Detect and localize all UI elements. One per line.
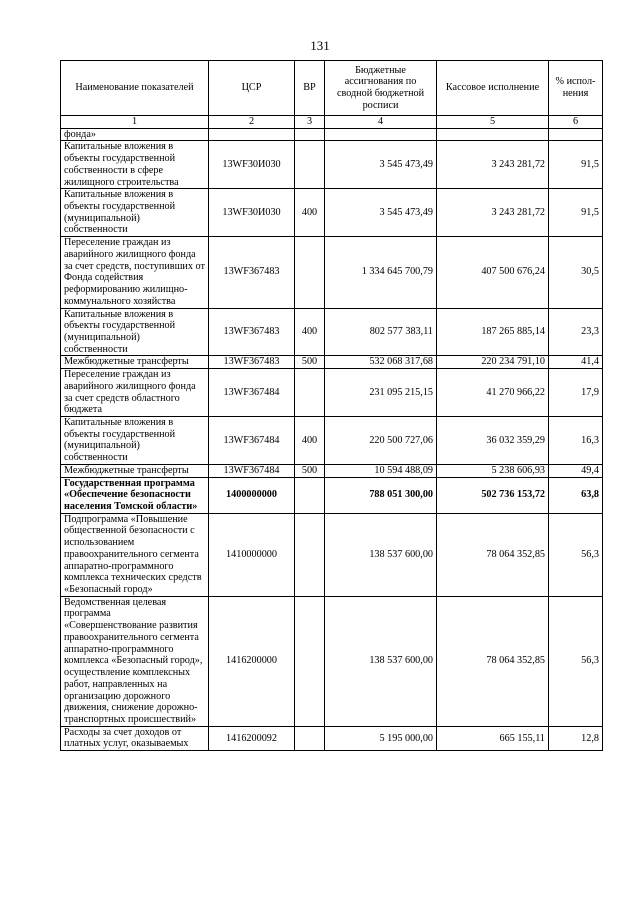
cell-budget: 138 537 600,00 bbox=[325, 596, 437, 726]
cell-csr: 13WF367484 bbox=[209, 369, 295, 417]
cell-name: Ведомственная целевая программа «Совершенствование развития правоохранительного сегмента аппаратно-программного комплекса «Безопасный город», осуществление комплексных работ, направленных на организацию дорожного движения, снижение дорожно-транспортных происшествий» bbox=[61, 596, 209, 726]
cell-cash bbox=[437, 128, 549, 141]
table-row bbox=[61, 477, 603, 513]
cell-cash: 3 243 281,72 bbox=[437, 141, 549, 189]
cell-vr bbox=[295, 128, 325, 141]
cell-vr bbox=[295, 237, 325, 308]
cell-csr: 13WF30И030 bbox=[209, 141, 295, 189]
budget-execution-table bbox=[60, 60, 603, 751]
table-row bbox=[61, 128, 603, 141]
cell-percent: 63,8 bbox=[549, 477, 603, 513]
table-row bbox=[61, 237, 603, 308]
cell-budget: 532 068 317,68 bbox=[325, 356, 437, 369]
cell-name: Государственная программа «Обеспечение безопасности населения Томской области» bbox=[61, 477, 209, 513]
cell-cash: 502 736 153,72 bbox=[437, 477, 549, 513]
cell-vr: 400 bbox=[295, 189, 325, 237]
cell-cash: 220 234 791,10 bbox=[437, 356, 549, 369]
cell-csr bbox=[209, 128, 295, 141]
cell-csr: 13WF367484 bbox=[209, 416, 295, 464]
cell-vr: 500 bbox=[295, 356, 325, 369]
table-header-row bbox=[61, 61, 603, 116]
cell-vr: 400 bbox=[295, 416, 325, 464]
cell-cash: 78 064 352,85 bbox=[437, 596, 549, 726]
cell-percent: 56,3 bbox=[549, 596, 603, 726]
header-percent: % испол-нения bbox=[549, 61, 603, 116]
cell-percent: 23,3 bbox=[549, 308, 603, 356]
header-name: Наименование показателей bbox=[61, 61, 209, 116]
cell-percent: 91,5 bbox=[549, 141, 603, 189]
header-vr: ВР bbox=[295, 61, 325, 116]
table-row bbox=[61, 356, 603, 369]
cell-name: Расходы за счет доходов от платных услуг, оказываемых bbox=[61, 726, 209, 750]
column-number: 3 bbox=[295, 116, 325, 129]
column-number: 5 bbox=[437, 116, 549, 129]
cell-budget: 3 545 473,49 bbox=[325, 141, 437, 189]
cell-budget: 1 334 645 700,79 bbox=[325, 237, 437, 308]
column-number: 1 bbox=[61, 116, 209, 129]
cell-budget: 138 537 600,00 bbox=[325, 513, 437, 596]
cell-budget: 5 195 000,00 bbox=[325, 726, 437, 750]
table-row bbox=[61, 308, 603, 356]
column-number: 2 bbox=[209, 116, 295, 129]
cell-budget: 220 500 727,06 bbox=[325, 416, 437, 464]
cell-vr bbox=[295, 513, 325, 596]
column-number: 4 bbox=[325, 116, 437, 129]
cell-percent: 17,9 bbox=[549, 369, 603, 417]
cell-csr: 1416200092 bbox=[209, 726, 295, 750]
cell-csr: 1416200000 bbox=[209, 596, 295, 726]
cell-percent: 56,3 bbox=[549, 513, 603, 596]
cell-name: Межбюджетные трансферты bbox=[61, 356, 209, 369]
column-number: 6 bbox=[549, 116, 603, 129]
cell-budget: 3 545 473,49 bbox=[325, 189, 437, 237]
cell-percent: 91,5 bbox=[549, 189, 603, 237]
table-row bbox=[61, 596, 603, 726]
cell-vr bbox=[295, 369, 325, 417]
cell-budget: 10 594 488,09 bbox=[325, 464, 437, 477]
cell-budget: 231 095 215,15 bbox=[325, 369, 437, 417]
table-row bbox=[61, 726, 603, 750]
cell-csr: 13WF30И030 bbox=[209, 189, 295, 237]
cell-name: Межбюджетные трансферты bbox=[61, 464, 209, 477]
table-row bbox=[61, 513, 603, 596]
cell-name: Капитальные вложения в объекты государственной (муниципальной) собственности bbox=[61, 189, 209, 237]
cell-csr: 13WF367483 bbox=[209, 237, 295, 308]
table-row bbox=[61, 141, 603, 189]
header-budget: Бюджетные ассигнования по сводной бюджетной росписи bbox=[325, 61, 437, 116]
cell-cash: 36 032 359,29 bbox=[437, 416, 549, 464]
column-number-row bbox=[61, 116, 603, 129]
cell-cash: 187 265 885,14 bbox=[437, 308, 549, 356]
header-csr: ЦСР bbox=[209, 61, 295, 116]
table-row bbox=[61, 189, 603, 237]
cell-percent: 12,8 bbox=[549, 726, 603, 750]
cell-vr: 500 bbox=[295, 464, 325, 477]
cell-name: Капитальные вложения в объекты государственной собственности в сфере жилищного строительства bbox=[61, 141, 209, 189]
cell-name: Переселение граждан из аварийного жилищного фонда за счет средств областного бюджета bbox=[61, 369, 209, 417]
cell-cash: 407 500 676,24 bbox=[437, 237, 549, 308]
cell-name: Капитальные вложения в объекты государственной (муниципальной) собственности bbox=[61, 308, 209, 356]
cell-cash: 78 064 352,85 bbox=[437, 513, 549, 596]
cell-cash: 3 243 281,72 bbox=[437, 189, 549, 237]
cell-name: фонда» bbox=[61, 128, 209, 141]
cell-name: Подпрограмма «Повышение общественной безопасности с использованием правоохранительного сегмента аппаратно-программного комплекса технических средств «Безопасный город» bbox=[61, 513, 209, 596]
cell-percent bbox=[549, 128, 603, 141]
cell-cash: 41 270 966,22 bbox=[437, 369, 549, 417]
cell-name: Капитальные вложения в объекты государственной (муниципальной) собственности bbox=[61, 416, 209, 464]
cell-csr: 13WF367483 bbox=[209, 308, 295, 356]
cell-budget: 788 051 300,00 bbox=[325, 477, 437, 513]
cell-percent: 49,4 bbox=[549, 464, 603, 477]
cell-budget bbox=[325, 128, 437, 141]
cell-vr bbox=[295, 596, 325, 726]
cell-name: Переселение граждан из аварийного жилищного фонда за счет средств, поступивших от Фонда содействия реформированию жилищно-коммунального хозяйства bbox=[61, 237, 209, 308]
table-row bbox=[61, 369, 603, 417]
table-row bbox=[61, 464, 603, 477]
cell-csr: 13WF367484 bbox=[209, 464, 295, 477]
table-row bbox=[61, 416, 603, 464]
cell-budget: 802 577 383,11 bbox=[325, 308, 437, 356]
cell-vr bbox=[295, 141, 325, 189]
cell-csr: 1410000000 bbox=[209, 513, 295, 596]
cell-percent: 30,5 bbox=[549, 237, 603, 308]
cell-percent: 16,3 bbox=[549, 416, 603, 464]
cell-csr: 13WF367483 bbox=[209, 356, 295, 369]
cell-vr: 400 bbox=[295, 308, 325, 356]
cell-vr bbox=[295, 477, 325, 513]
cell-csr: 1400000000 bbox=[209, 477, 295, 513]
cell-vr bbox=[295, 726, 325, 750]
header-cash: Кассовое исполнение bbox=[437, 61, 549, 116]
page-number: 131 bbox=[310, 38, 330, 53]
cell-cash: 665 155,11 bbox=[437, 726, 549, 750]
cell-percent: 41,4 bbox=[549, 356, 603, 369]
cell-cash: 5 238 606,93 bbox=[437, 464, 549, 477]
